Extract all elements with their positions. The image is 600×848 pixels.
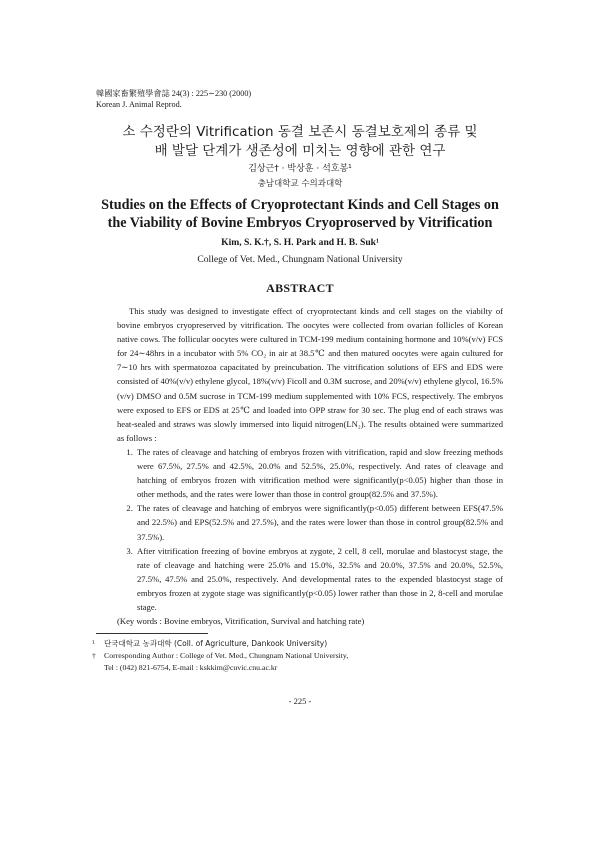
footnote-divider xyxy=(96,633,208,634)
results-list xyxy=(117,445,503,614)
footnote-1-mark: ¹ xyxy=(92,639,96,648)
english-title-line-1: Studies on the Effects of Cryoprotectant Kinds and Cell Stages on xyxy=(101,197,499,213)
footnote-2 xyxy=(92,650,349,662)
journal-citation: 韓國家畜繁殖學會誌 24(3) : 225∼230 (2000) xyxy=(96,89,252,98)
result-item-2: 2. The rates of cleavage and hatching of embryos were significantly(p<0.05) different between EFS(47.5% and 22.5%) and EPS(52.5% and 27.5%), and the rates were lower than those in control group(82.5% and 37.5%). xyxy=(135,501,503,543)
abstract-heading: ABSTRACT xyxy=(266,281,334,295)
footnote-2-mark: † xyxy=(92,651,96,660)
korean-title-line-2: 배 발달 단계가 생존성에 미치는 영향에 관한 연구 xyxy=(154,143,446,159)
footnote-1 xyxy=(92,638,348,650)
footnote-3: Tel : (042) 821-6754, E-mail : kskkim@cuvic.cnu.ac.kr xyxy=(104,663,278,672)
korean-title-line-1: 소 수정란의 Vitrification 동결 보존시 동결보호제의 종류 및 xyxy=(122,124,478,140)
english-authors: Kim, S. K.†, S. H. Park and H. B. Suk¹ xyxy=(221,237,379,248)
english-title-line-2: the Viability of Bovine Embryos Cryoproserved by Vitrification xyxy=(107,215,493,231)
journal-name-english: Korean J. Animal Reprod. xyxy=(96,100,182,109)
english-affiliation: College of Vet. Med., Chungnam National University xyxy=(197,254,403,265)
footnote-2-text: Corresponding Author : College of Vet. Med., Chungnam National University, xyxy=(104,651,349,660)
footnote-1-text: 단국대학교 농과대학 (Coll. of Agriculture, Dankook University) xyxy=(104,639,328,648)
abstract-intro: This study was designed to investigate effect of cryoprotectant kinds and cell stages on the viabilty of bovine embryos cryopreserved by vitrification. The oocytes were collected from ovarian follicles of Korean native cows. The follicular oocytes were cultured in TCM-199 medium containing hormone and 10%(v/v) FCS for 24∼48hrs in a incubator with 5% CO₂ in air at 38.5℃ and then matured oocytes were again cultured for 7∼10 hrs with spermatozoa capacitated by preincubation. The vitrification solutions of EFS and EDS were consisted of 40%(v/v) ethylene glycol, 18%(v/v) Ficoll and 0.3M sucrose, and 20%(v/v) ethylene glycol, 16.5%(v/v) DMSO and 0.5M sucrose in TCM-199 medium supplemented with 10% FCS, respectively. The embryos were exposed to EFS or EDS at 25℃ and loaded into OPP straw for 30 sec. The plug end of each straws was heat-sealed and straws was slowly immersed into liquid nitrogen(LN₂). The results obtained were summarized as follows : xyxy=(117,306,503,443)
journal-header xyxy=(96,88,251,110)
korean-affiliation: 충남대학교 수의과대학 xyxy=(257,179,343,189)
korean-authors: 김상근† · 박상훈 · 석호봉¹ xyxy=(248,164,352,174)
keywords: (Key words : Bovine embryos, Vitrification, Survival and hatching rate) xyxy=(117,616,365,627)
page-number: - 225 - xyxy=(288,696,312,706)
footnotes xyxy=(92,638,349,674)
result-item-3: 3. After vitrification freezing of bovine embryos at zygote, 2 cell, 8 cell, morulae and blastocyst stage, the rate of cleavage and hatching were 25.0% and 15.0%, 32.5% and 20.0%, 37.5% and 20.0%, 52.5%, 27.5%, 47.5% and 25.0%, respectively. And developmental rates to the expended blastocyst stage of embryos frozen at zygote stage was significantly(p<0.05) lower rather than those in 2, 8-cell and morulae stage. xyxy=(135,544,503,614)
result-item-1: 1. The rates of cleavage and hatching of embryos frozen with vitrification, rapid and slow freezing methods were 67.5%, 27.5% and 42.5%, 20.0% and 52.5%, 25.0%, respectively. And rates of cleavage and hatching of embryos frozen with vitrification method were significantly(p<0.05) higher than those in other methods, and the rates were lower than those in control group(82.5% and 37.5%). xyxy=(135,445,503,501)
abstract-body xyxy=(117,304,503,628)
